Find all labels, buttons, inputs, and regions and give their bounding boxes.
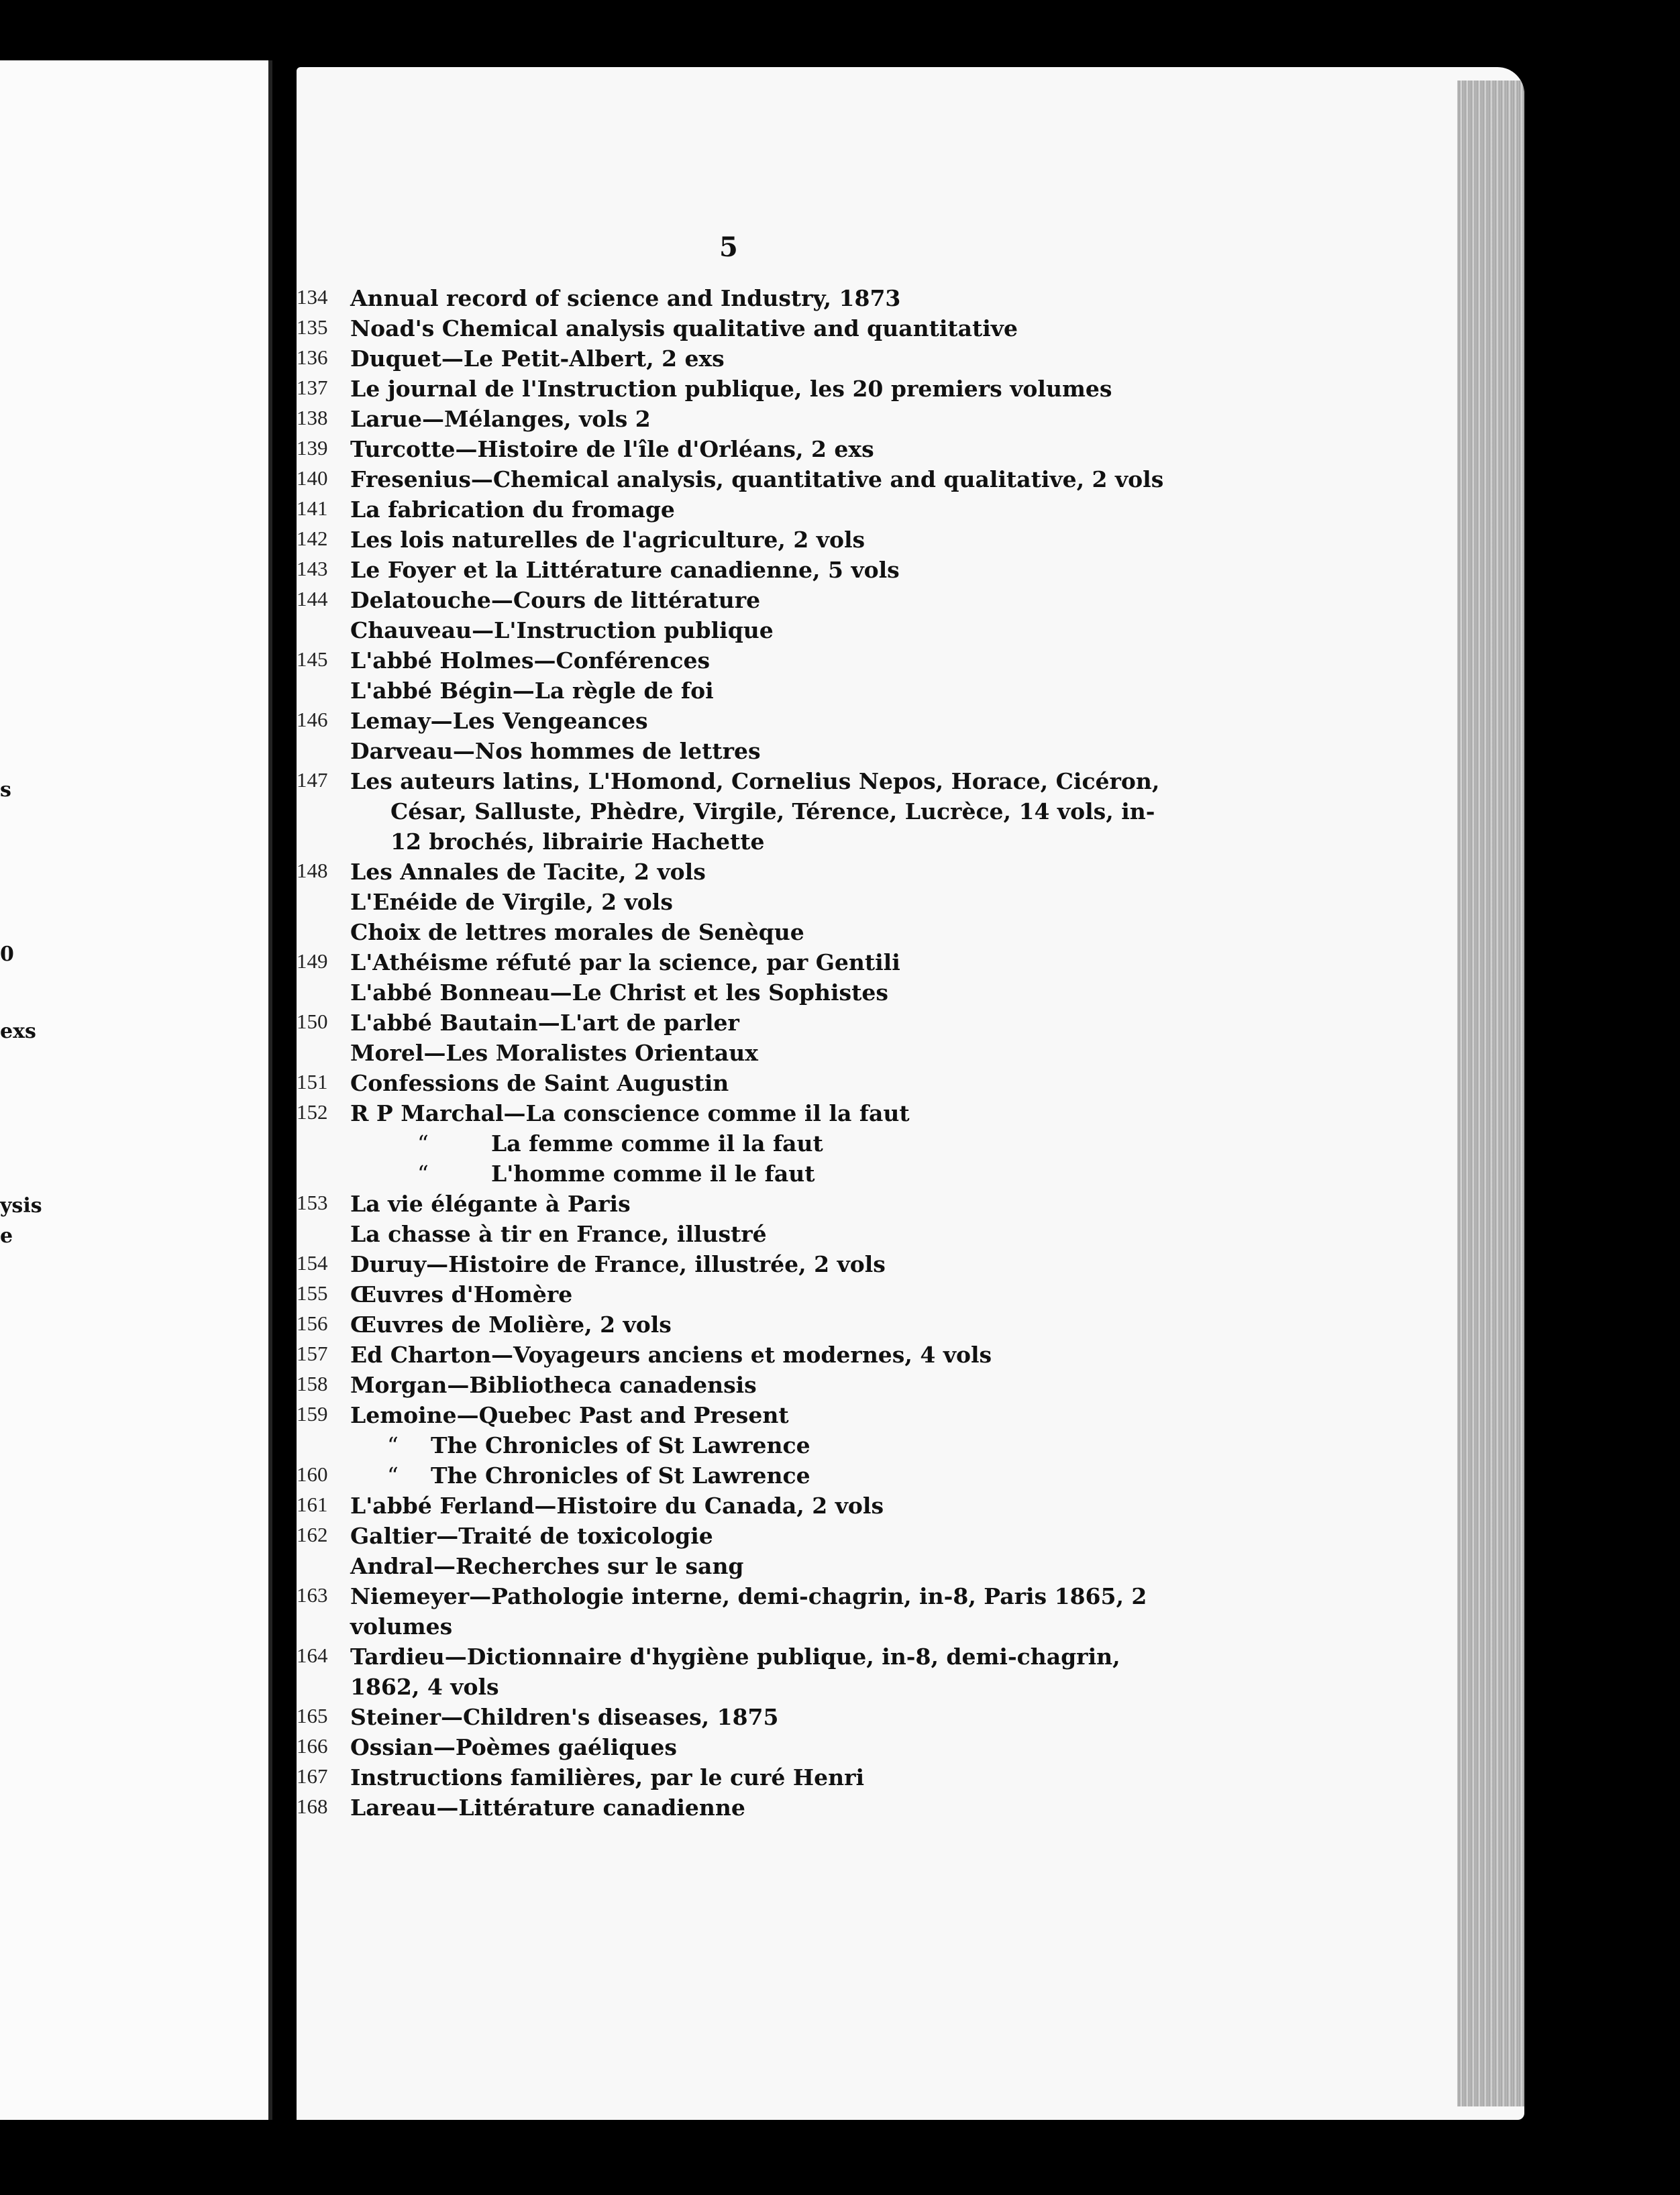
entry-line: Le journal de l'Instruction publique, les 20 premiers volumes xyxy=(350,376,1112,402)
entry-number: 146 xyxy=(297,708,328,731)
entry-number: 165 xyxy=(297,1704,328,1727)
book-gutter xyxy=(272,54,297,2133)
entry-number: 147 xyxy=(297,768,328,792)
entry-line: L'Athéisme réfuté par la science, par Gentili xyxy=(350,949,900,975)
entry-number: 145 xyxy=(297,647,328,671)
entry-number: 152 xyxy=(297,1100,328,1124)
entry-line: 12 brochés, librairie Hachette xyxy=(390,828,765,855)
entry-number: 159 xyxy=(297,1402,328,1426)
ditto-mark: “ xyxy=(387,1432,399,1458)
entry-number: 168 xyxy=(297,1795,328,1818)
entry-line: Lemay—Les Vengeances xyxy=(350,708,648,734)
entry-line: L'abbé Bautain—L'art de parler xyxy=(350,1010,739,1036)
entry-line: Duruy—Histoire de France, illustrée, 2 vols xyxy=(350,1251,886,1277)
entry-number: 163 xyxy=(297,1583,328,1607)
entry-number: 144 xyxy=(297,587,328,610)
entry-line: Galtier—Traité de toxicologie xyxy=(350,1523,713,1549)
entry-line: L'abbé Bégin—La règle de foi xyxy=(350,678,714,704)
entry-number: 160 xyxy=(297,1462,328,1486)
entry-line: Le Foyer et la Littérature canadienne, 5 vols xyxy=(350,557,900,583)
entry-line: Les lois naturelles de l'agriculture, 2 vols xyxy=(350,527,865,553)
entry-number: 162 xyxy=(297,1523,328,1546)
entry-line: Les auteurs latins, L'Homond, Cornelius Nepos, Horace, Cicéron, xyxy=(350,768,1160,794)
ditto-mark: “ xyxy=(417,1161,429,1187)
entry-line: Andral—Recherches sur le sang xyxy=(350,1553,744,1579)
entry-line: La vie élégante à Paris xyxy=(350,1191,631,1217)
right-page xyxy=(297,67,1524,2120)
entry-line: Fresenius—Chemical analysis, quantitative and qualitative, 2 vols xyxy=(350,466,1164,492)
entry-number: 158 xyxy=(297,1372,328,1395)
entry-line: César, Salluste, Phèdre, Virgile, Térence, Lucrèce, 14 vols, in- xyxy=(390,798,1155,824)
left-page-fragment: e xyxy=(0,1224,13,1248)
entry-line: Chauveau—L'Instruction publique xyxy=(350,617,774,643)
entry-line: Œuvres d'Homère xyxy=(350,1281,573,1307)
entry-line: Morgan—Bibliotheca canadensis xyxy=(350,1372,757,1398)
left-page-fragment: s xyxy=(0,778,11,802)
entry-number: 141 xyxy=(297,496,328,520)
entry-number: 164 xyxy=(297,1644,328,1667)
entry-number: 138 xyxy=(297,406,328,429)
entry-number: 161 xyxy=(297,1493,328,1516)
entry-line: Larue—Mélanges, vols 2 xyxy=(350,406,651,432)
entry-line: Delatouche—Cours de littérature xyxy=(350,587,761,613)
entry-line: R P Marchal—La conscience comme il la faut xyxy=(350,1100,910,1126)
entry-number: 142 xyxy=(297,527,328,550)
entry-line: 1862, 4 vols xyxy=(350,1674,499,1700)
entry-number: 153 xyxy=(297,1191,328,1214)
entry-line: Annual record of science and Industry, 1873 xyxy=(350,285,901,311)
entry-number: 139 xyxy=(297,436,328,460)
entry-number: 135 xyxy=(297,315,328,339)
entry-line: Lemoine—Quebec Past and Present xyxy=(350,1402,789,1428)
entry-line: Œuvres de Molière, 2 vols xyxy=(350,1311,672,1338)
entry-line: Les Annales de Tacite, 2 vols xyxy=(350,859,706,885)
entry-number: 157 xyxy=(297,1342,328,1365)
entry-number: 143 xyxy=(297,557,328,580)
entry-number: 149 xyxy=(297,949,328,973)
entry-line: Duquet—Le Petit-Albert, 2 exs xyxy=(350,345,725,372)
entry-line: Confessions de Saint Augustin xyxy=(350,1070,729,1096)
ditto-mark: “ xyxy=(417,1130,429,1157)
entry-line: Lareau—Littérature canadienne xyxy=(350,1795,745,1821)
left-page-fragment: 0 xyxy=(0,943,14,966)
entry-number: 156 xyxy=(297,1311,328,1335)
entry-line: volumes xyxy=(350,1613,453,1640)
entry-line: Turcotte—Histoire de l'île d'Orléans, 2 exs xyxy=(350,436,874,462)
entry-line: La fabrication du fromage xyxy=(350,496,675,523)
entry-number: 136 xyxy=(297,345,328,369)
left-page-fragment: exs xyxy=(0,1020,36,1043)
entry-line: Morel—Les Moralistes Orientaux xyxy=(350,1040,758,1066)
entry-number: 150 xyxy=(297,1010,328,1033)
entry-line: L'abbé Holmes—Conférences xyxy=(350,647,711,674)
entry-line: The Chronicles of St Lawrence xyxy=(431,1462,810,1489)
catalogue-list xyxy=(297,67,1524,2120)
entry-number: 155 xyxy=(297,1281,328,1305)
entry-line: L'abbé Ferland—Histoire du Canada, 2 vols xyxy=(350,1493,884,1519)
entry-line: La femme comme il la faut xyxy=(491,1130,823,1157)
entry-line: Instructions familières, par le curé Henri xyxy=(350,1764,865,1790)
page-number: 5 xyxy=(719,231,738,263)
entry-line: L'abbé Bonneau—Le Christ et les Sophistes xyxy=(350,979,888,1006)
entry-line: Ed Charton—Voyageurs anciens et modernes, 4 vols xyxy=(350,1342,992,1368)
entry-line: Noad's Chemical analysis qualitative and quantitative xyxy=(350,315,1018,341)
left-page xyxy=(0,60,272,2120)
ditto-mark: “ xyxy=(387,1462,399,1489)
left-page-fragment: ysis xyxy=(0,1194,42,1218)
entry-number: 140 xyxy=(297,466,328,490)
entry-line: Ossian—Poèmes gaéliques xyxy=(350,1734,677,1760)
entry-number: 151 xyxy=(297,1070,328,1093)
entry-line: The Chronicles of St Lawrence xyxy=(431,1432,810,1458)
entry-line: Tardieu—Dictionnaire d'hygiène publique, in-8, demi-chagrin, xyxy=(350,1644,1120,1670)
entry-number: 154 xyxy=(297,1251,328,1275)
entry-line: Choix de lettres morales de Senèque xyxy=(350,919,804,945)
entry-line: L'homme comme il le faut xyxy=(491,1161,815,1187)
entry-number: 167 xyxy=(297,1764,328,1788)
entry-number: 134 xyxy=(297,285,328,309)
entry-line: Darveau—Nos hommes de lettres xyxy=(350,738,761,764)
entry-line: Steiner—Children's diseases, 1875 xyxy=(350,1704,779,1730)
entry-number: 166 xyxy=(297,1734,328,1758)
entry-line: Niemeyer—Pathologie interne, demi-chagrin, in-8, Paris 1865, 2 xyxy=(350,1583,1147,1609)
entry-number: 148 xyxy=(297,859,328,882)
entry-number: 137 xyxy=(297,376,328,399)
entry-line: L'Enéide de Virgile, 2 vols xyxy=(350,889,673,915)
entry-line: La chasse à tir en France, illustré xyxy=(350,1221,767,1247)
